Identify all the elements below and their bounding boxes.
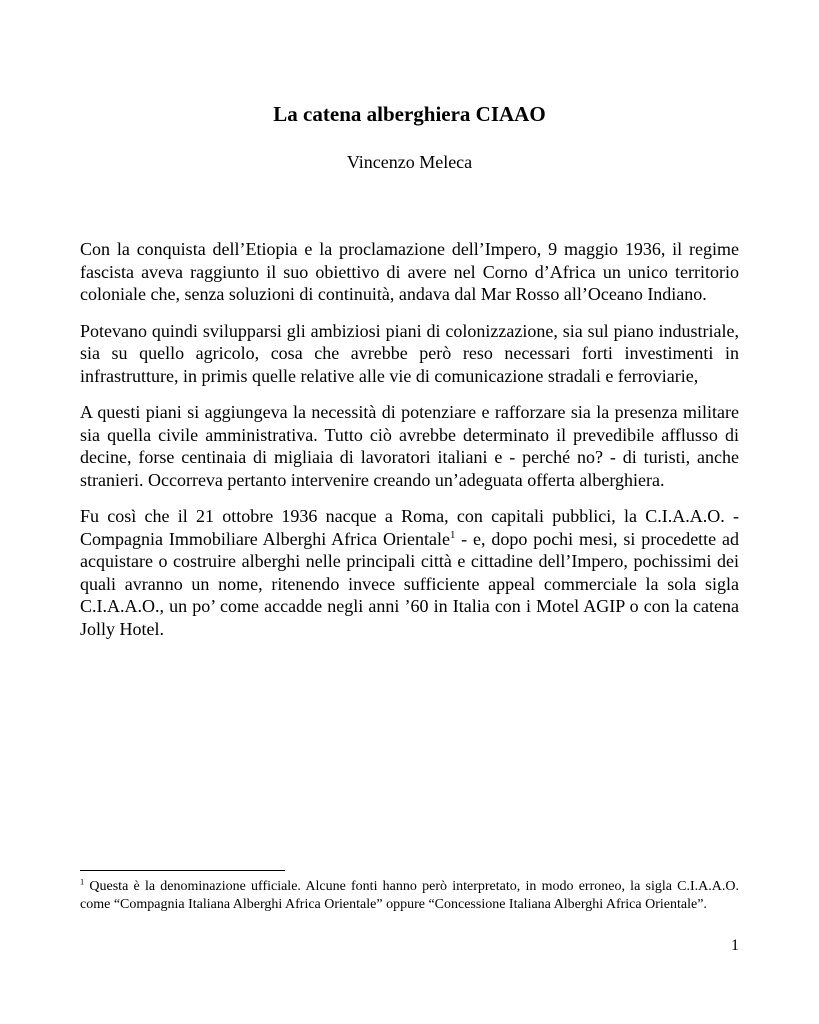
paragraph-3: A questi piani si aggiungeva la necessità di potenziare e rafforzare sia la presenza militare sia quella civile amministrativa. Tutto ciò avrebbe determinato il prevedibile afflusso di decine, forse centinaia di migliaia di lavoratori italiani e - perché no? - di turisti, anche stranieri. Occorreva pertanto intervenire creando un’adeguata offerta alberghiera.: [80, 402, 739, 490]
footnote-separator: [80, 870, 285, 871]
paragraph-4-text-before-ref: Fu così che il 21 ottobre 1936 nacque a Roma, con capitali pubblici, la C.I.A.A.O. - Compagnia Immobiliare Alberghi Africa Orientale: [80, 506, 739, 549]
document-author: Vincenzo Meleca: [346, 152, 473, 172]
paragraph-4-text-after-ref: - e, dopo pochi mesi, si procedette ad acquistare o costruire alberghi nelle principali città e cittadine dell’Impero, pochissimi dei quali avranno un nome, ritenendo invece sufficiente appeal commerciale la sola sigla C.I.A.A.O., un po’ come accadde negli anni ’60 in Italia con i Motel AGIP o con la catena Jolly Hotel.: [80, 528, 740, 639]
paragraph-1: Con la conquista dell’Etiopia e la proclamazione dell’Impero, 9 maggio 1936, il regime fascista aveva raggiunto il suo obiettivo di avere nel Corno d’Africa un unico territorio coloniale che, senza soluzioni di continuità, andava dal Mar Rosso all’Oceano Indiano.: [80, 239, 739, 304]
page-number: 1: [731, 937, 739, 954]
document-body: [80, 238, 739, 654]
footnote-marker: 1: [80, 877, 85, 887]
document-title: La catena alberghiera CIAAO: [273, 102, 546, 126]
footnote-reference[interactable]: 1: [449, 528, 456, 541]
paragraph-2: Potevano quindi svilupparsi gli ambiziosi piani di colonizzazione, sia sul piano industriale, sia su quello agricolo, cosa che avrebbe però reso necessari forti investimenti in infrastrutture, in primis quelle relative alle vie di comunicazione stradali e ferroviarie,: [80, 320, 739, 386]
footnote: [80, 878, 739, 914]
paragraph-4: [80, 505, 739, 640]
footnote-text: Questa è la denominazione ufficiale. Alcune fonti hanno però interpretato, in modo erroneo, la sigla C.I.A.A.O. come “Compagnia Italiana Alberghi Africa Orientale” oppure “Concessione Italiana Alberghi Africa Orientale”.: [80, 879, 739, 912]
